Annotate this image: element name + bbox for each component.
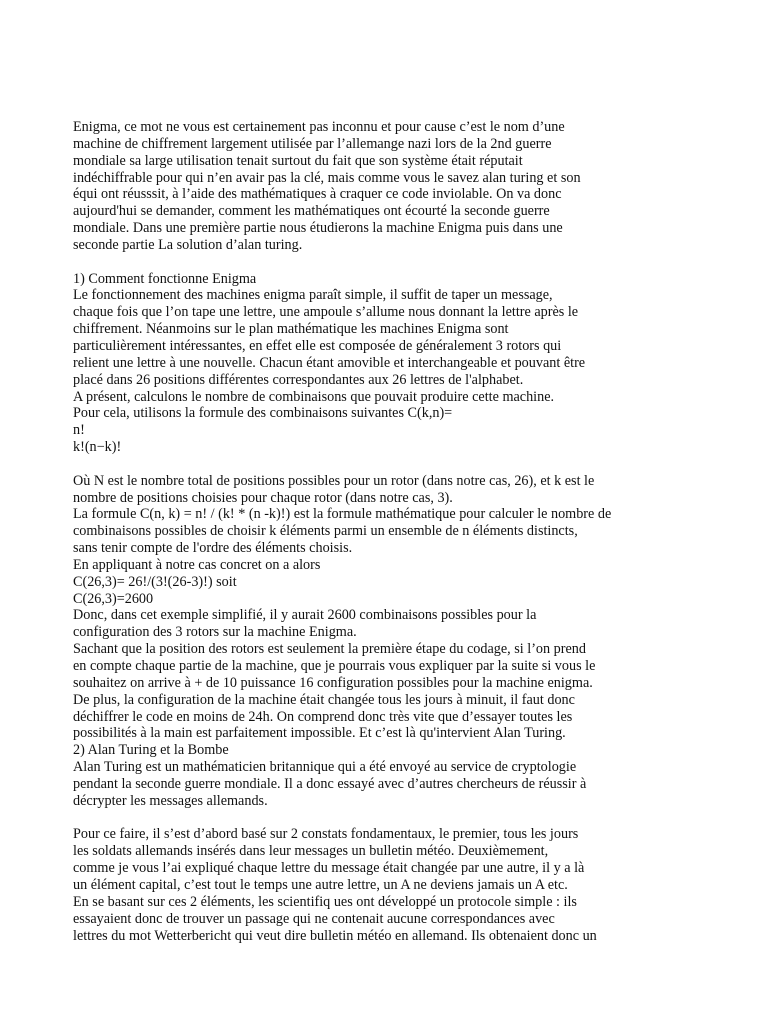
text-line: Le fonctionnement des machines enigma paraît simple, il suffit de taper un message,	[73, 287, 553, 304]
text-line: pendant la seconde guerre mondiale. Il a donc essayé avec d’autres chercheurs de réussir à	[73, 775, 587, 792]
formula-line: C(26,3)= 26!/(3!(26-3)!) soit	[73, 573, 237, 590]
section-1-continued-paragraph	[73, 473, 673, 810]
text-line: mondiale. Dans une première partie nous étudierons la machine Enigma puis dans une	[73, 220, 563, 237]
paragraph-spacer	[73, 810, 673, 827]
text-line: équi ont réusssit, à l’aide des mathématiques à craquer ce code inviolable. On va donc	[73, 186, 562, 203]
text-line: chiffrement. Néanmoins sur le plan mathématique les machines Enigma sont	[73, 321, 509, 338]
text-line: machine de chiffrement largement utilisée par l’allemange nazi lors de la 2nd guerre	[73, 135, 552, 152]
text-line: décrypter les messages allemands.	[73, 792, 268, 809]
text-line: indéchiffrable pour qui n’en avair pas la clé, mais comme vous le savez alan turing et son	[73, 169, 581, 186]
text-line: Alan Turing est un mathématicien britannique qui a été envoyé au service de cryptologie	[73, 759, 577, 776]
formula-numerator: n!	[73, 422, 85, 439]
text-line: La formule C(n, k) = n! / (k! * (n -k)!) est la formule mathématique pour calculer le nombre de	[73, 506, 612, 523]
text-line: les soldats allemands insérés dans leur messages un bulletin météo. Deuxièmement,	[73, 843, 549, 860]
text-line: souhaitez on arrive à + de 10 puissance 16 configuration possibles pour la machine enigma.	[73, 674, 593, 691]
text-line: relient une lettre à une nouvelle. Chacun étant amovible et interchangeable et pouvant être	[73, 354, 586, 371]
formula-line: C(26,3)=2600	[73, 590, 154, 607]
paragraph-spacer	[73, 456, 673, 473]
section-heading: 2) Alan Turing et la Bombe	[73, 742, 229, 759]
text-line: déchiffrer le code en moins de 24h. On comprend donc très vite que d’essayer toutes les	[73, 708, 573, 725]
text-line: chaque fois que l’on tape une lettre, une ampoule s’allume nous donnant la lettre après le	[73, 304, 579, 321]
text-line: en compte chaque partie de la machine, que je pourrais vous expliquer par la suite si vous le	[73, 658, 596, 674]
text-line: En appliquant à notre cas concret on a alors	[73, 556, 321, 573]
text-line: En se basant sur ces 2 éléments, les scientifiq ues ont développé un protocole simple : ils	[73, 893, 577, 910]
text-line: possibilités à la main est parfaitement impossible. Et c’est là qu'intervient Alan Turing.	[73, 725, 566, 742]
text-line: configuration des 3 rotors sur la machine Enigma.	[73, 624, 357, 641]
intro-paragraph	[73, 119, 673, 254]
text-line: Enigma, ce mot ne vous est certainement pas inconnu et pour cause c’est le nom d’une	[73, 119, 565, 135]
text-line: mondiale sa large utilisation tenait surtout du fait que son système était réputait	[73, 152, 523, 169]
formula-denominator: k!(n−k)!	[73, 439, 122, 456]
text-line: Pour ce faire, il s’est d’abord basé sur 2 constats fondamentaux, le premier, tous les jours	[73, 826, 579, 843]
section-1-paragraph	[73, 271, 673, 456]
text-line: combinaisons possibles de choisir k éléments parmi un ensemble de n éléments distincts,	[73, 523, 578, 540]
text-line: aujourd'hui se demander, comment les mathématiques ont écourté la seconde guerre	[73, 203, 550, 220]
document-page	[73, 119, 673, 944]
text-line: comme je vous l’ai expliqué chaque lettre du message était changée par une autre, il y a là	[73, 860, 585, 877]
text-line: placé dans 26 positions différentes correspondantes aux 26 lettres de l'alphabet.	[73, 371, 524, 388]
section-2-paragraph	[73, 826, 673, 944]
text-line: A présent, calculons le nombre de combinaisons que pouvait produire cette machine.	[73, 388, 555, 405]
text-line: lettres du mot Wetterbericht qui veut dire bulletin météo en allemand. Ils obtenaient donc un	[73, 927, 597, 944]
text-line: un élément capital, c’est tout le temps une autre lettre, un A ne deviens jamais un A etc.	[73, 876, 568, 893]
text-line: De plus, la configuration de la machine était changée tous les jours à minuit, il faut donc	[73, 691, 575, 708]
text-line: Où N est le nombre total de positions possibles pour un rotor (dans notre cas, 26), et k est le	[73, 472, 595, 489]
text-line: essayaient donc de trouver un passage qui ne contenait aucune correspondances avec	[73, 910, 555, 927]
text-line: nombre de positions choisies pour chaque rotor (dans notre cas, 3).	[73, 489, 453, 506]
text-line: sans tenir compte de l'ordre des éléments choisis.	[73, 540, 353, 557]
text-line: seconde partie La solution d’alan turing.	[73, 236, 303, 253]
text-line: particulièrement intéressantes, en effet elle est composée de généralement 3 rotors qui	[73, 337, 562, 354]
text-line: Donc, dans cet exemple simplifié, il y aurait 2600 combinaisons possibles pour la	[73, 607, 537, 624]
section-heading: 1) Comment fonctionne Enigma	[73, 270, 257, 287]
text-line: Pour cela, utilisons la formule des combinaisons suivantes C(k,n)=	[73, 405, 453, 422]
paragraph-spacer	[73, 254, 673, 271]
text-line: Sachant que la position des rotors est seulement la première étape du codage, si l’on prend	[73, 641, 586, 658]
